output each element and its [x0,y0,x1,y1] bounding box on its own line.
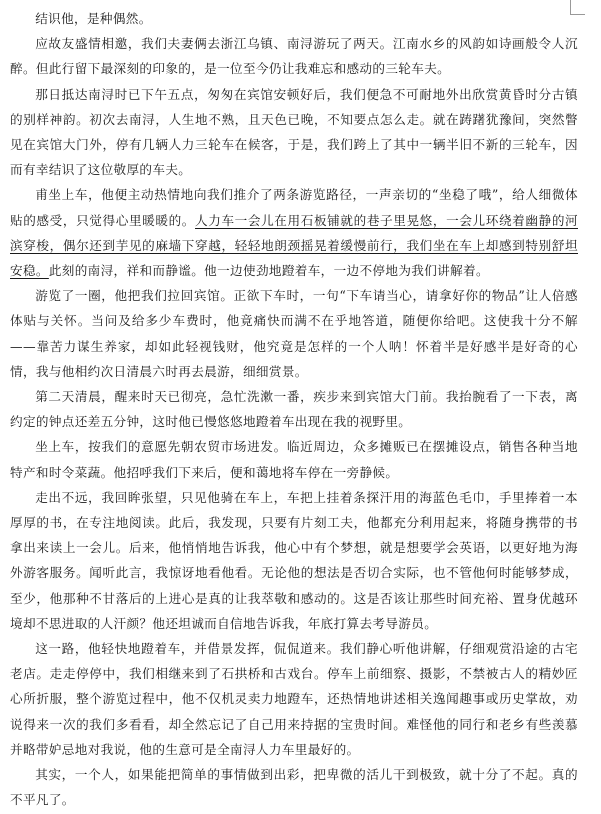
paragraph-4 [10,182,578,283]
paragraph-3: 那日抵达南浔时已下午五点，匆匆在宾馆安顿好后，我们便急不可耐地外出欣赏黄昏时分古镇的别样神韵。初次去南浔，人生地不熟，且天色已晚，不知要点怎么走。就在踌躇犹豫间，突然瞥见在宾馆大门外，停有几辆人力三轮车在候客，于是，我们跨上了其中一辆半旧不新的三轮车，因而有幸结识了这位敬厚的车夫。 [10,86,578,178]
paragraph-5: 游览了一圈，他把我们拉回宾馆。正欲下车时，一句“下车请当心，请拿好你的物品”让人倍感体贴与关怀。当问及给多少车费时，他竟痛快而满不在乎地答道，随便你给吧。这使我十分不解——靠苦力谋生养家，却如此轻视钱财，他究竟是怎样的一个人呐！怀着半是好感半是好奇的心情，我与他相约次日清晨六时再去晨游，细细赏景。 [10,288,578,379]
paragraph-8: 走出不远，我回眸张望，只见他骑在车上，车把上挂着条探汗用的海蓝色毛巾，手里捧着一本厚厚的书，在专注地阅读。此后，我发现，只要有片刻工夫，他都充分利用起来，将随身携带的书拿出来读上一会儿。后来，他悄悄地告诉我，他心中有个梦想，就是想要学会英语，以更好地为海外游客服务。闻听此言，我惊讶地看他看。无论他的想法是否切合实际，也不管他何时能够梦成，至少，他那种不甘落后的上进心是真的让我萃敬和感动的。这是否该让那些时间充裕、置身优越环境却不思进取的人汗颜？他还坦诚而自信地告诉我，年底打算去考导游员。 [10,489,578,631]
paragraph-10: 其实，一个人，如果能把简单的事情做到出彩，把卑微的活儿干到极致，就十分了不起。真的不平凡了。 [10,767,578,808]
paragraph-6: 第二天清晨，醒来时天已彻亮，急忙洗漱一番，疾步来到宾馆大门前。我抬腕看了一下表，离约定的钟点还差五分钟，这时他已慢悠悠地蹬着车出现在我的视野里。 [10,389,578,430]
article-body [10,6,578,813]
paragraph-1: 结识他，是种偶然。 [35,11,152,26]
underlined-passage: 人力车一会儿在用石板铺就的巷子里晃悠，一会儿环绕着幽静的河滨穿梭，偶尔还到芋见的麻墙下穿越，轻轻地朗颈摇晃着缓慢前行，我们坐在车上却感到特别舒坦安稳。 [10,212,578,279]
paragraph-7: 坐上车，按我们的意愿先朝农贸市场进发。临近周边，众多摊贩已在摆摊设点，销售各种当地特产和时令菜蔬。他招呼我们下来后，便和蔼地将车停在一旁静候。 [10,439,578,480]
paragraph-4-lead: 甫坐上车，他便主动热情地向我们推介了两条游览路径，一声亲切的“坐稳了哦”，给人细微体贴的感受，只觉得心里暖暖的。 [10,187,578,228]
paragraph-9: 这一路，他轻快地蹬着车，并借景发挥，侃侃道来。我们静心听他讲解，仔细观赏沿途的古宅老店。走走停停中，我们相继来到了石拱桥和古戏台。停车上前细察、摄影，不禁被古人的精妙匠心所折服，整个游览过程中，他不仅机灵卖力地蹬车，还热情地讲述相关逸闻趣事或历史掌故，劝说得来一次的我们多看看，却全然忘记了自己用来持据的宝贵时间。难怪他的同行和老乡有些羡慕并略带妒忌地对我说，他的生意可是全南浔人力车里最好的。 [10,641,578,757]
paragraph-4-tail: 此刻的南浔，祥和而静谧。他一边使劲地蹬着车，一边不停地为我们讲解着。 [48,263,489,279]
paragraph-2: 应故友盛情相邀，我们夫妻俩去浙江乌镇、南浔游玩了两天。江南水乡的风韵如诗画般令人沉醉。但此行留下最深刻的印象的，是一位至今仍让我难忘和感动的三轮车夫。 [10,36,578,77]
